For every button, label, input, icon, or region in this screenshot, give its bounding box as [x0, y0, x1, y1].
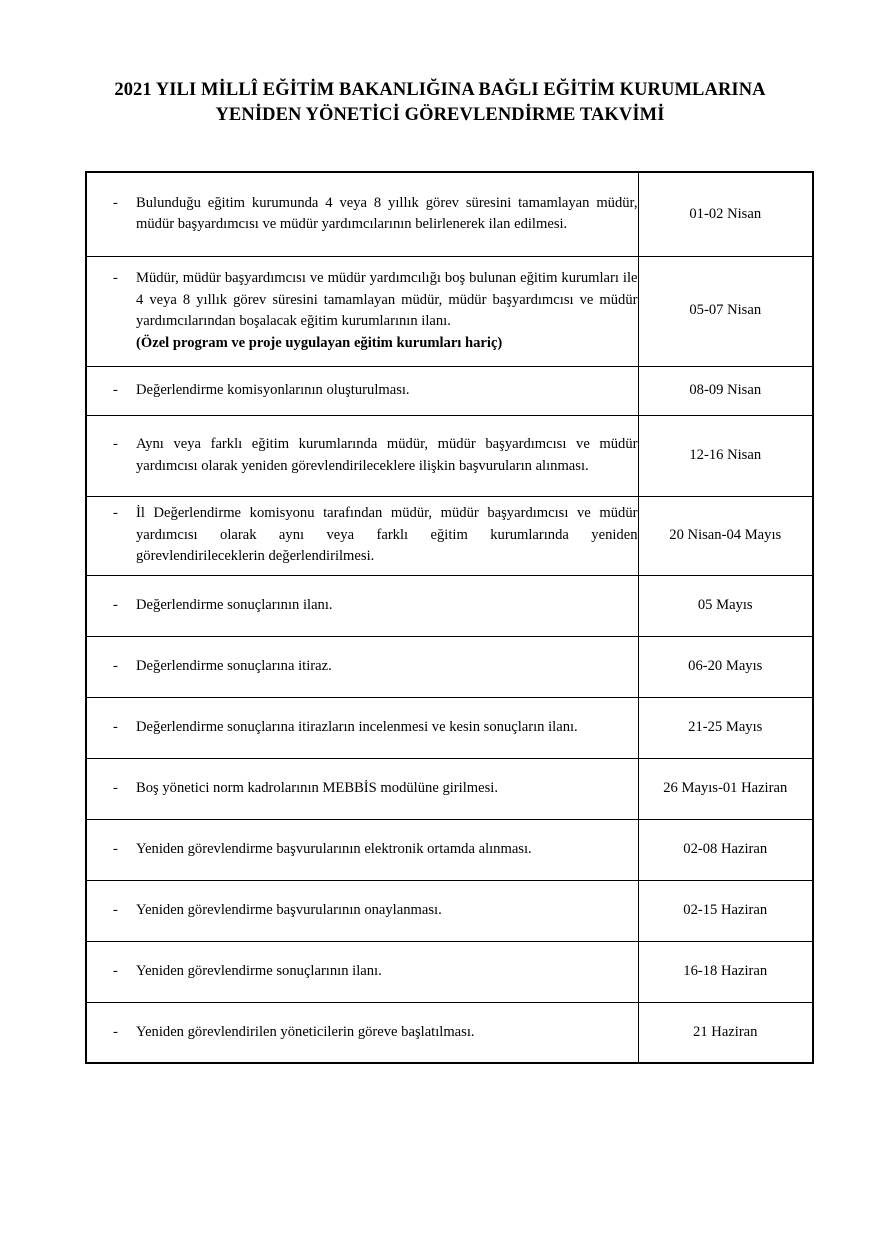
task-cell [86, 256, 638, 366]
date-cell: 12-16 Nisan [638, 415, 813, 496]
table-row [86, 880, 813, 941]
table-row [86, 758, 813, 819]
bullet-dash: - [113, 436, 118, 452]
task-text: Yeniden görevlendirme başvurularının elektronik ortamda alınması. [136, 840, 532, 857]
task-text: Aynı veya farklı eğitim kurumlarında müdür, müdür başyardımcısı ve müdür yardımcısı olarak yeniden görevlendirileceklere ilişkin başvuruların alınması. [136, 436, 638, 474]
task-text: Değerlendirme sonuçlarına itiraz. [136, 657, 332, 674]
table-row [86, 636, 813, 697]
bullet-dash: - [113, 1023, 118, 1040]
task-text: Değerlendirme sonuçlarının ilanı. [136, 596, 333, 613]
bullet-dash: - [113, 270, 118, 286]
date-cell: 16-18 Haziran [638, 941, 813, 1002]
date-cell: 05 Mayıs [638, 575, 813, 636]
task-cell [86, 636, 638, 697]
bullet-dash: - [113, 840, 118, 857]
task-cell [86, 496, 638, 575]
calendar-table [85, 171, 814, 1064]
bullet-dash: - [113, 962, 118, 979]
task-text: İl Değerlendirme komisyonu tarafından müdür, müdür başyardımcısı ve müdür yardımcısı olarak aynı veya farklı eğitim kurumlarında yeniden görevlendirileceklerin değerlendirilmesi. [136, 505, 638, 565]
task-cell [86, 366, 638, 415]
task-text: Değerlendirme sonuçlarına itirazların incelenmesi ve kesin sonuçların ilanı. [136, 718, 578, 735]
task-text: Boş yönetici norm kadrolarının MEBBİS modülüne girilmesi. [136, 779, 498, 796]
date-cell: 26 Mayıs-01 Haziran [638, 758, 813, 819]
bullet-dash: - [113, 657, 118, 674]
task-cell [86, 758, 638, 819]
date-cell: 05-07 Nisan [638, 256, 813, 366]
date-cell: 02-15 Haziran [638, 880, 813, 941]
task-cell [86, 880, 638, 941]
date-cell: 21 Haziran [638, 1002, 813, 1063]
page-title-line-1: 2021 YILI MİLLÎ EĞİTİM BAKANLIĞINA BAĞLI EĞİTİM KURUMLARINA [114, 80, 766, 100]
table-row [86, 1002, 813, 1063]
table-row [86, 366, 813, 415]
task-text [136, 268, 638, 354]
task-main-text: Müdür, müdür başyardımcısı ve müdür yardımcılığı boş bulunan eğitim kurumları ile 4 veya 8 yıllık görev süresini tamamlayan müdür, müdür başyardımcısı ve müdür yardımcılarından boşalacak eğitim kurumlarının ilanı. [136, 270, 638, 329]
task-text: Değerlendirme komisyonlarının oluşturulması. [136, 381, 410, 398]
table-row [86, 256, 813, 366]
task-text: Yeniden görevlendirme sonuçlarının ilanı. [136, 962, 382, 979]
task-text: Bulunduğu eğitim kurumunda 4 veya 8 yıllık görev süresini tamamlayan müdür, müdür başyardımcısı ve müdür yardımcılarının belirlenerek ilan edilmesi. [136, 194, 638, 233]
bullet-dash: - [113, 718, 118, 735]
task-cell [86, 1002, 638, 1063]
date-cell: 08-09 Nisan [638, 366, 813, 415]
bullet-dash: - [113, 901, 118, 918]
table-row [86, 941, 813, 1002]
date-cell: 02-08 Haziran [638, 819, 813, 880]
calendar-table-body [86, 172, 813, 1063]
task-note-text: (Özel program ve proje uygulayan eğitim kurumları hariç) [136, 334, 503, 351]
bullet-dash: - [113, 194, 118, 211]
task-cell [86, 415, 638, 496]
page-title [85, 78, 795, 128]
task-cell [86, 575, 638, 636]
table-row [86, 172, 813, 256]
task-cell [86, 819, 638, 880]
date-cell: 20 Nisan-04 Mayıs [638, 496, 813, 575]
table-row [86, 819, 813, 880]
task-text: Yeniden görevlendirilen yöneticilerin göreve başlatılması. [136, 1023, 475, 1040]
task-cell [86, 697, 638, 758]
task-cell [86, 941, 638, 1002]
bullet-dash: - [113, 381, 118, 398]
date-cell: 06-20 Mayıs [638, 636, 813, 697]
table-row [86, 496, 813, 575]
table-row [86, 575, 813, 636]
task-cell [86, 172, 638, 256]
bullet-dash: - [113, 505, 118, 522]
bullet-dash: - [113, 779, 118, 796]
task-text: Yeniden görevlendirme başvurularının onaylanması. [136, 901, 442, 918]
page-title-line-2: YENİDEN YÖNETİCİ GÖREVLENDİRME TAKVİMİ [215, 105, 665, 125]
bullet-dash: - [113, 596, 118, 613]
date-cell: 01-02 Nisan [638, 172, 813, 256]
table-row [86, 415, 813, 496]
table-row [86, 697, 813, 758]
date-cell: 21-25 Mayıs [638, 697, 813, 758]
